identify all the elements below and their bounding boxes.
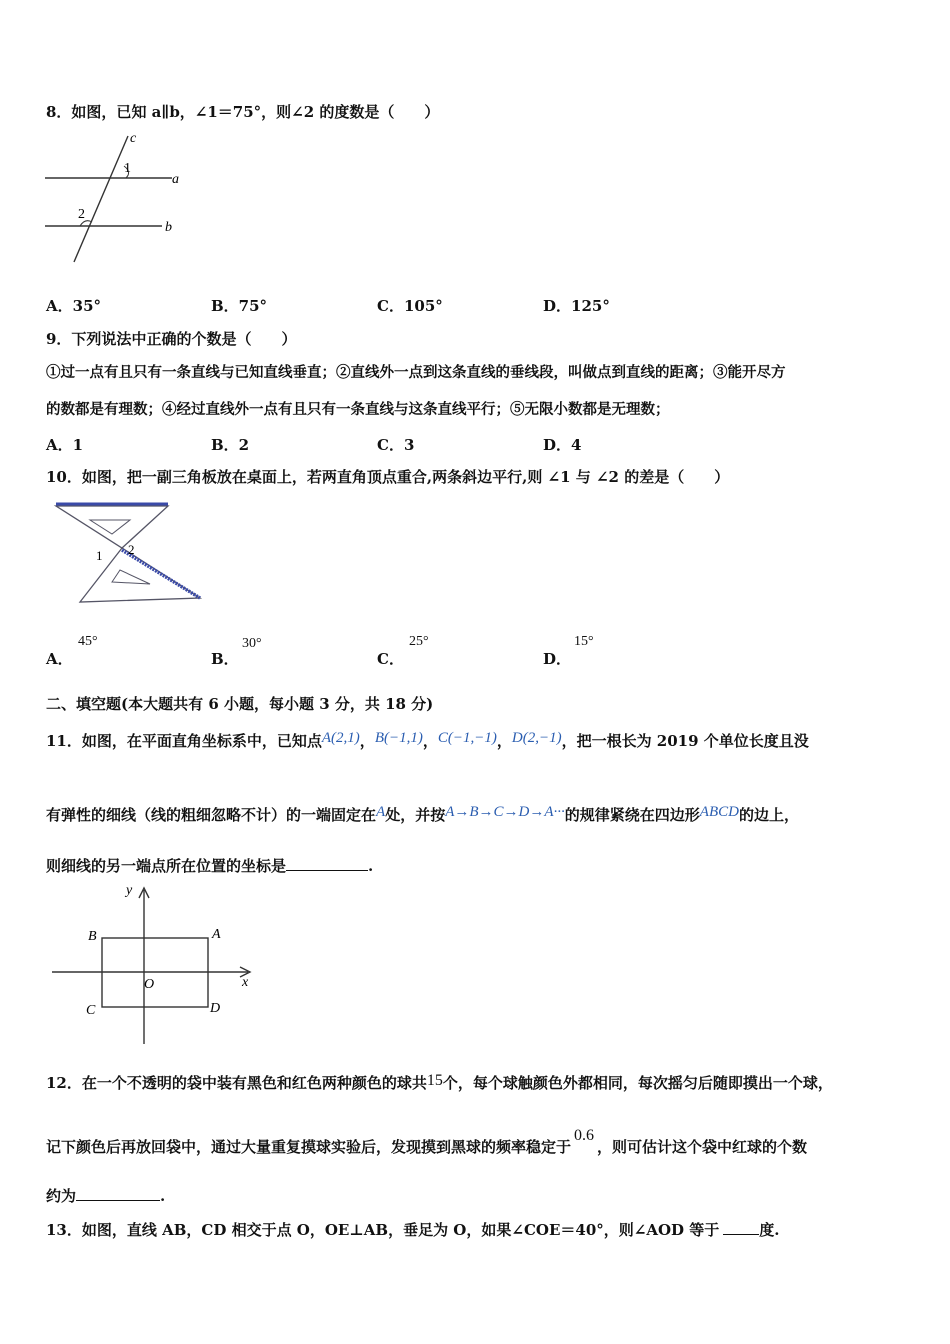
q11-point-b: B(−1,1) [374, 730, 423, 746]
q8-figure [40, 128, 190, 268]
q12-line1a: 12．在一个不透明的袋中装有黑色和红色两种颜色的球共 [46, 1074, 427, 1092]
q12-count: 15 [426, 1072, 443, 1089]
section2-title: 二、填空题(本大题共有 6 小题，每小题 3 分，共 18 分) [46, 695, 434, 713]
q12-line3 [46, 1186, 165, 1206]
q9-option-c[interactable]: C．3 [377, 436, 415, 454]
q12-line2 [46, 1127, 808, 1158]
q12-line2b: ，则可估计这个袋中红球的个数 [597, 1138, 808, 1156]
q13-text: 13．如图，直线 AB，CD 相交于点 O，OE⊥AB，垂足为 O，如果∠COE＝40°，则∠AOD 等于 [46, 1221, 720, 1239]
q11-line2b: 处，并按 [385, 806, 446, 824]
q11-point-c: C(−1,−1) [437, 730, 497, 746]
q10-option-b-value: 30° [242, 636, 262, 651]
q8-stem: 8．如图，已知 a∥b，∠1＝75°，则∠2 的度数是（ ） [46, 103, 440, 121]
q11-line2c: 的规律紧绕在四边形 [564, 806, 700, 824]
q11-line2 [46, 805, 799, 826]
q11-fixed-point: A [376, 804, 386, 820]
q10-option-d-letter[interactable]: D． [543, 650, 572, 668]
q8-option-a[interactable]: A．35° [46, 297, 102, 315]
q9-statements-line2: 的数都是有理数；④经过直线外一点有且只有一条直线与这条直线平行；⑤无限小数都是无理数； [46, 401, 670, 418]
q11-answer-blank[interactable] [286, 856, 368, 871]
q11-line3 [46, 856, 373, 876]
q11-sep-3: ， [496, 732, 512, 750]
q11-sequence: A→B→C→D→A··· [445, 804, 565, 820]
q12-line1b: 个，每个球触颜色外都相同，每次摇匀后随即摸出一个球， [442, 1074, 833, 1092]
q11-label-a: A [212, 927, 221, 942]
q11-line2d: 的边上， [738, 806, 799, 824]
q11-label-d: D [210, 1001, 221, 1016]
q11-line2a: 有弹性的细线（线的粗细忽略不计）的一端固定在 [46, 806, 377, 824]
q9-option-d[interactable]: D．4 [543, 436, 582, 454]
q11-label-y: y [126, 883, 133, 898]
q8-label-b: b [165, 220, 172, 235]
q10-option-a-letter[interactable]: A． [46, 650, 73, 668]
q12-frequency: 0.6 [574, 1127, 595, 1144]
q13-end: 度. [759, 1221, 780, 1239]
q11-line3-text: 则细线的另一端点所在位置的坐标是 [46, 857, 287, 875]
q8-option-d[interactable]: D．125° [543, 297, 610, 315]
q10-label-2: 2 [128, 542, 135, 557]
q10-option-a-value: 45° [78, 634, 98, 649]
q11-line3-end: . [368, 857, 374, 875]
q8-label-2: 2 [78, 207, 85, 222]
q12-line3-text: 约为 [46, 1187, 77, 1205]
q8-label-a: a [172, 172, 179, 187]
q9-statements-line1: ①过一点有且只有一条直线与已知直线垂直；②直线外一点到这条直线的垂线段，叫做点到直线的距离；③能开尽方 [46, 364, 786, 381]
q11-part2: ，把一根长为 2019 个单位长度且没 [561, 732, 809, 750]
q10-option-c-value: 25° [409, 634, 429, 649]
q11-label-x: x [242, 975, 249, 990]
q10-stem: 10．如图，把一副三角板放在桌面上，若两直角顶点重合,两条斜边平行,则 ∠1 与 ∠2 的差是（ ） [46, 468, 730, 486]
q13-answer-blank[interactable] [723, 1220, 759, 1235]
q10-option-c-letter[interactable]: C． [377, 650, 404, 668]
q10-label-1: 1 [96, 548, 103, 563]
q11-part1: 11．如图，在平面直角坐标系中，已知点 [46, 732, 322, 750]
q8-option-c[interactable]: C．105° [377, 297, 443, 315]
q12-line2a: 记下颜色后再放回袋中，通过大量重复摸球实验后，发现摸到黑球的频率稳定于 [46, 1138, 572, 1156]
q10-figure [50, 498, 210, 610]
q11-point-a: A(2,1) [321, 730, 360, 746]
q9-option-b[interactable]: B．2 [211, 436, 250, 454]
q12-line3-end: . [160, 1187, 166, 1205]
q11-quad: ABCD [699, 804, 739, 820]
q11-point-d: D(2,−1) [511, 730, 562, 746]
q8-option-b[interactable]: B．75° [211, 297, 268, 315]
q11-sep-2: ， [422, 732, 438, 750]
q8-label-c: c [130, 131, 137, 146]
q11-figure [46, 882, 266, 1047]
q8-label-1: 1 [124, 161, 131, 176]
q12-line1 [46, 1073, 833, 1094]
q9-option-a[interactable]: A．1 [46, 436, 84, 454]
q11-label-b: B [88, 929, 97, 944]
q10-option-b-letter[interactable]: B． [211, 650, 239, 668]
q11-label-c: C [86, 1003, 96, 1018]
q9-stem: 9．下列说法中正确的个数是（ ） [46, 330, 297, 348]
q12-answer-blank[interactable] [76, 1186, 160, 1201]
q11-sep-1: ， [359, 732, 375, 750]
q11-line1 [46, 731, 809, 752]
q13-line [46, 1220, 780, 1240]
q10-option-d-value: 15° [574, 634, 594, 649]
q11-label-o: O [144, 977, 155, 992]
